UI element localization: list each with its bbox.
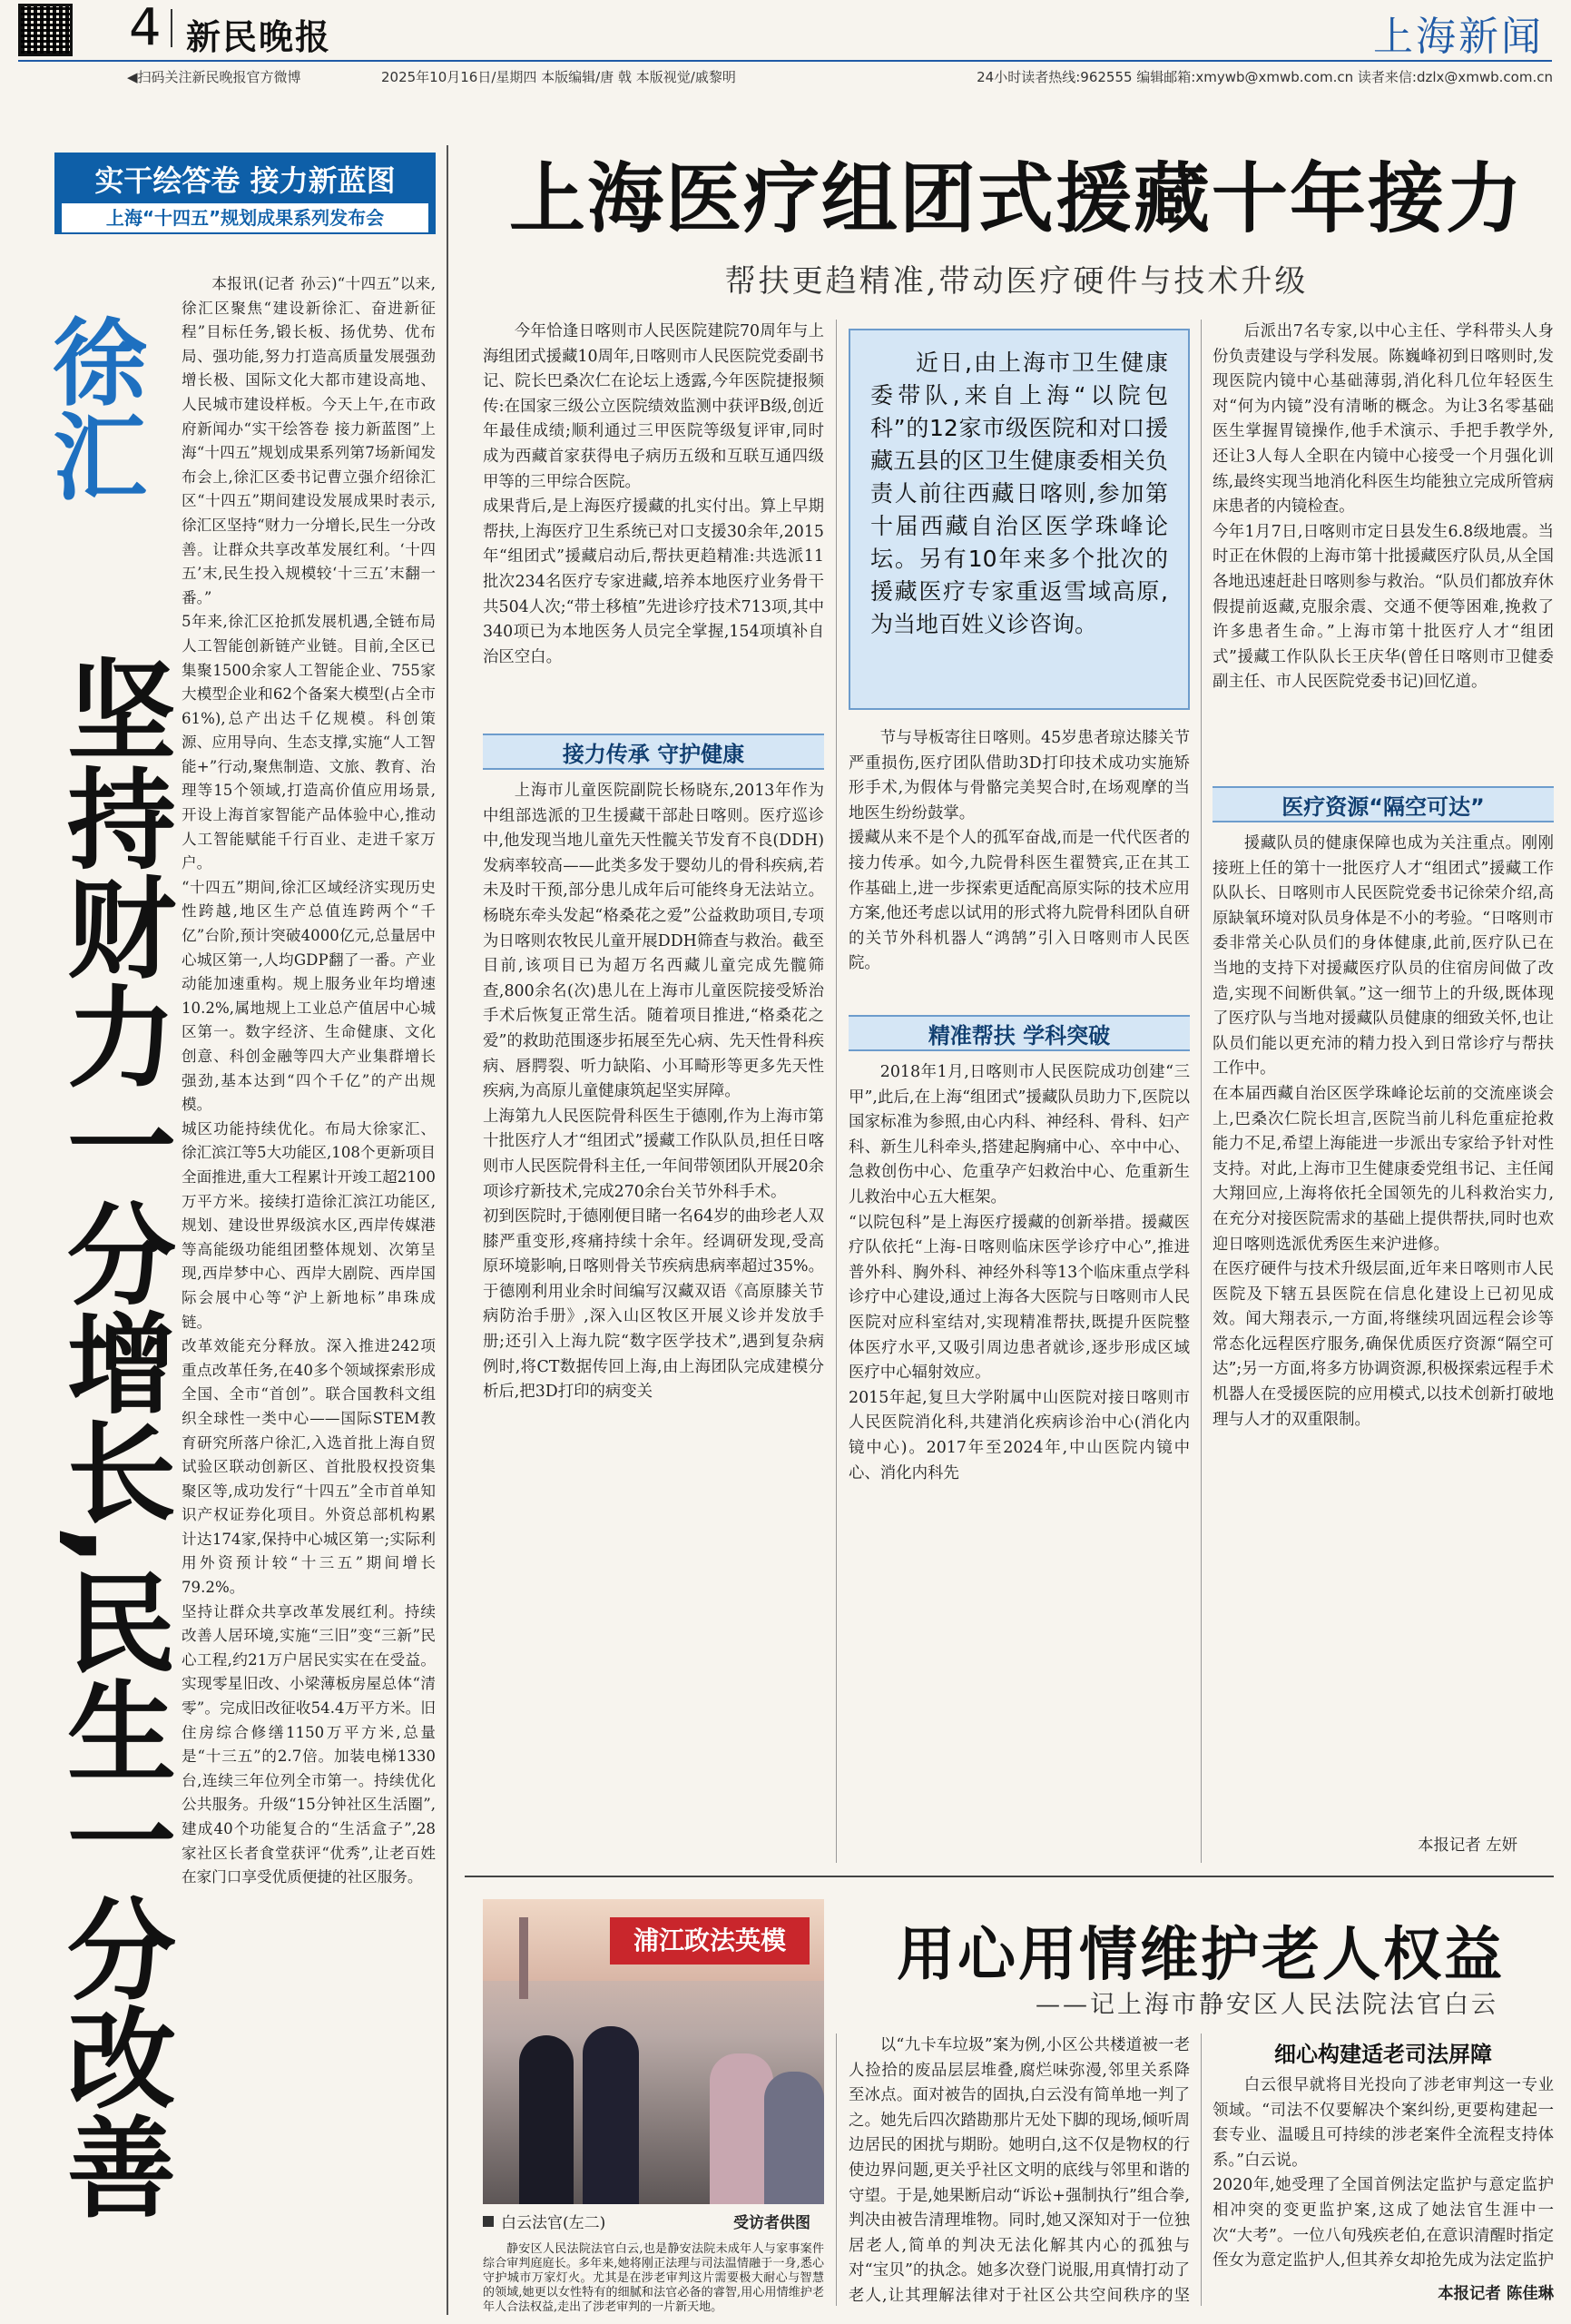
tibet-section-heading-3: 医疗资源“隔空可达” [1213,786,1554,822]
photo-caption-marker [483,2216,494,2227]
judge-col-divider-2 [1201,2034,1202,2306]
judge-photo-credit: 受访者供图 [733,2214,810,2232]
judge-headline: 用心用情维护老人权益 [897,1922,1505,1989]
tibet-col1-top: 今年恰逢日喀则市人民医院建院70周年与上海组团式援藏10周年,日喀则市人民医院党委副书记、院长巴桑次仁在论坛上透露,今年医院捷报频传:在国家三级公立医院绩效监测中获评B级,创近年最佳成绩;顺利通过三甲医院等级复评审,同时成为西藏首家获得电子病历五级和互联互通四级甲等的三甲综合医院。 成果背后,是上海医疗援藏的扎实付出。算上早期帮扶,上海医疗卫生系统已对口支援30余年,2015年“组团式”援藏启动后,帮扶更趋精准:共选派11批次234名医疗专家进藏,培养本地医疗业务骨干共504人次;“带土移植”先进诊疗技术713项,其中340项已为本地医务人员完全掌握,154项填补自治区空白。 [483,322,824,666]
tibet-col-divider-1 [836,320,837,1863]
judge-intro-visible: 静安区人民法院法官白云,也是静安法院未成年人与家事案件综合审判庭庭长。多年来,她将刚正法理与司法温情融于一身,悉心守护城市万家灯火。尤其是在涉老审判这片需要极大耐心与智慧的领域,她更以女性特有的细腻和法官必备的睿智,用心用情维护老年人合法权益,走出了涉老审判的一片新天地。 [483,2242,824,2314]
tibet-lead-box [849,329,1190,710]
tibet-section-heading-2: 精准帮扶 学科突破 [849,1015,1190,1051]
section-name: 上海新闻 [1373,14,1544,60]
judge-photo-tower [519,1917,528,1999]
masthead-rule [18,60,1552,62]
date-line: 2025年10月16日/星期四 本版编辑/唐 戟 本版视觉/戚黎明 [381,69,736,85]
qr-caption: ◀扫码关注新民晚报官方微博 [127,69,301,85]
judge-column-tag: 浦江政法英模 [610,1917,810,1965]
sidebar-body: 本报讯(记者 孙云)“十四五”以来,徐汇区聚焦“建设新徐汇、奋进新征程”目标任务,锻长板、扬优势、优布局、强功能,努力打造高质量发展强劲增长极、国际文化大都市建设高地、人民城市建设样板。今天上午,在市政府新闻办“实干绘答卷 接力新蓝图”上海“十四五”规划成果系列第7场新闻发布会上,徐汇区委书记曹立强介绍徐汇区“十四五”期间建设发展成果时表示,徐汇区坚持“财力一分增长,民生一分改善。让群众共享改革发展红利。‘十四五’末,民生投入规模较‘十三五’末翻一番。” 5年来,徐汇区抢抓发展机遇,全链布局人工智能创新链产业链。目前,全区已集聚1500余家人工智能企业、755家大模型企业和62个备案大模型(占全市61%),总产出达千亿规模。科创策源、应用导向、生态支撑,实施“人工智能+”行动,聚焦制造、文旅、教育、治理等15个领域,打造高价值应用场景,开设上海首家智能产品体验中心,推动人工智能赋能千行百业、走进千家万户。 “十四五”期间,徐汇区域经济实现历史性跨越,地区生产总值连跨两个“千亿”台阶,预计突破4000亿元,总量居中心城区第一,人均GDP翻了一番。产业动能加速重构。规上服务业年均增速10.2%,属地规上工业总产值居中心城区第一。数字经济、生命健康、文化创意、科创金融等四大产业集群增长强劲,基本达到“四个千亿”的产出规模。 城区功能持续优化。布局大徐家汇、徐汇滨江等5大功能区,108个更新项目全面推进,重大工程累计开竣工超2100万平方米。接续打造徐汇滨江功能区,规划、建设世界级滨水区,西岸传媒港等高能级功能组团整体规划、次第呈现,西岸梦中心、西岸大剧院、西岸国际会展中心等“沪上新地标”串珠成链。 改革效能充分释放。深入推进242项重点改革任务,在40多个领域探索形成全国、全市“首创”。联合国教科文组织全球性一类中心——国际STEM教育研究所落户徐汇,入选首批上海自贸试验区联动创新区、首批股权投资集聚区等,成功发行“十四五”全市首单知识产权证券化项目。外资总部机构累计达174家,保持中心城区第一;实际利用外资预计较“十三五”期间增长79.2%。 坚持让群众共享改革发展红利。持续改善人居环境,实施“三旧”变“三新”民心工程,约21万户居民实实在在受益。实现零星旧改、小梁薄板房屋总体“清零”。完成旧改征收54.4万平方米。旧住房综合修缮1150万平方米,总量是“十三五”的2.7倍。加装电梯1330台,连续三年位列全市第一。持续优化公共服务。升级“15分钟社区生活圈”,建成40个功能复合的“生活盒子”,28家社区长者食堂获评“优秀”,让老百姓在家门口享受优质便捷的社区服务。 [182,275,436,1886]
judge-lower-left [483,2242,824,2315]
judge-col-divider-1 [836,2034,837,2306]
hotline: 24小时读者热线:962555 编辑邮箱:xmywb@xmwb.com.cn 读者来信:dzlx@xmwb.com.cn [977,69,1553,85]
tibet-col3-top: 后派出7名专家,以中心主任、学科带头人身份负责建设与学科发展。陈巍峰初到日喀则时,发现医院内镜中心基础薄弱,消化科几位年轻医生对“何为内镜”没有清晰的概念。为让3名零基础医生掌握胃镜操作,他手术演示、手把手教学外,还让3人每人全职在内镜中心接受一个月强化训练,最终实现当地消化科医生均能独立完成所管病床患者的内镜检查。 今年1月7日,日喀则市定日县发生6.8级地震。当时正在休假的上海市第十批援藏医疗队员,从全国各地迅速赶赴日喀则参与救治。“队员们都放弃休假提前返藏,克服余震、交通不便等困难,挽救了许多患者生命。”上海市第十批医疗人才“组团式”援藏工作队队长王庆华(曾任日喀则市卫健委副主任、市人民医院党委书记)回忆道。 [1213,322,1554,692]
judge-photo-caption: 白云法官(左二) [501,2214,606,2232]
tibet-headline: 上海医疗组团式援藏十年接力 [508,154,1524,243]
tibet-col2-top: 节与导板寄往日喀则。45岁患者琼达膝关节严重损伤,医疗团队借助3D打印技术成功实施矫形手术,为假体与骨骼完美契合时,在场观摩的当地医生纷纷鼓掌。 援藏从来不是个人的孤军奋战,而是一代代医者的接力传承。如今,九院骨科医生翟赞宾,正在其工作基础上,进一步探索更适配高原实际的技术应用方案,他还考虑以试用的形式将九院骨科团队自研的关节外科机器人“鸿鹄”引入日喀则市人民医院。 [849,729,1190,973]
judge-section-heading-2: 细心构建适老司法屏障 [1274,2041,1492,2067]
district-name: 徐汇 [36,313,148,502]
page-number: 4 [129,0,162,57]
paper-name: 新民晚报 [186,16,332,57]
section-divider [465,1876,1554,1877]
tibet-section-heading-1: 接力传承 守护健康 [483,734,824,770]
series-title: 实干绘答卷 接力新蓝图 [94,163,396,198]
tibet-col1-bottom: 上海市儿童医院副院长杨晓东,2013年作为中组部选派的卫生援藏干部赴日喀则。医疗巡诊中,他发现当地儿童先天性髋关节发育不良(DDH)发病率较高——此类多发于婴幼儿的骨科疾病,若未及时干预,部分患儿成年后可能终身无法站立。杨晓东牵头发起“格桑花之爱”公益救助项目,专项为日喀则农牧民儿童开展DDH筛查与救治。截至目前,该项目已为超万名西藏儿童完成先髋筛查,800余名(次)患儿在上海市儿童医院接受矫治手术后恢复正常生活。随着项目推进,“格桑花之爱”的救助范围逐步拓展至先心病、先天性骨科疾病、唇腭裂、听力缺陷、小耳畸形等更多先天性疾病,为高原儿童健康筑起坚实屏障。 上海第九人民医院骨科医生于德刚,作为上海市第十批医疗人才“组团式”援藏工作队队员,担任日喀则市人民医院骨科主任,一年间带领团队开展20余项诊疗新技术,完成270余台关节外科手术。 初到医院时,于德刚便目睹一名64岁的曲珍老人双膝严重变形,疼痛持续十余年。经调研发现,受高原环境影响,日喀则骨关节疾病患病率超过35%。于德刚利用业余时间编写汉藏双语《高原膝关节病防治手册》,深入山区牧区开展义诊并发放手册;还引入上海九院“数字医学技术”,遇到复杂病例时,将CT数据传回上海,由上海团队完成建模分析后,把3D打印的病变关 [483,782,824,1402]
tibet-byline: 本报记者 左妍 [1418,1837,1517,1855]
sidebar-divider [447,145,448,2315]
judge-photo-block [483,1899,824,2204]
series-banner [54,153,436,234]
tibet-lead-text: 近日,由上海市卫生健康委带队,来自上海“以院包科”的12家市级医院和对口援藏五县的区卫生健康委相关负责人前往西藏日喀则,参加第十届西藏自治区医学珠峰论坛。另有10年来多个批次的援藏医疗专家重返雪域高原,为当地百姓义诊咨询。 [870,350,1168,637]
tibet-col3-bottom: 援藏队员的健康保障也成为关注重点。刚刚接班上任的第十一批医疗人才“组团式”援藏工作队队长、日喀则市人民医院党委书记徐荣介绍,高原缺氧环境对队员身体是不小的考验。“日喀则市委非常关心队员们的身体健康,此前,医疗队已在当地的支持下对援藏医疗队员的住宿房间做了改造,实现不间断供氧。”这一细节上的升级,既体现了医疗队与当地对援藏队员健康的细致关怀,也让队员们能以更充沛的精力投入到日常诊疗与帮扶工作中。 在本届西藏自治区医学珠峰论坛前的交流座谈会上,巴桑次仁院长坦言,医院当前儿科危重症抢救能力不足,希望上海能进一步派出专家给予针对性支持。对此,上海市卫生健康委党组书记、主任闻大翔回应,上海将依托全国领先的儿科救治实力,在充分对接医院需求的基础上提供帮扶,同时也欢迎日喀则选派优秀医生来沪进修。 在医疗硬件与技术升级层面,近年来日喀则市人民医院及下辖五县医院在信息化建设上已初见成效。闻大翔表示,一方面,将继续巩固远程会诊等常态化远程医疗服务,确保优质医疗资源“隔空可达”;另一方面,将多方协调资源,积极探索远程手术机器人在受援医院的应用模式,以技术创新打破地理与人才的双重限制。 [1213,834,1554,1429]
qr-code [18,4,73,56]
tibet-subheadline: 帮扶更趋精准,带动医疗硬件与技术升级 [724,263,1309,300]
judge-photo-person-2 [583,2026,639,2204]
sidebar-headline: 坚持财力一分增长,民生一分改善 [49,654,175,2221]
masthead [0,0,1571,85]
judge-col3: 白云很早就将目光投向了涉老审判这一专业领域。“司法不仅要解决个案纠纷,更要构建起一套专业、温暖且可持续的涉老案件全流程支持体系。”白云说。 2020年,她受理了全国首例法定监护与意定监护相冲突的变更监护案,这成了她法官生涯中一次“大考”。一位八旬残疾老伯,在意识清醒时指定侄女为意定监护人,但其养女却抢先成为法定监护 [1213,2076,1554,2270]
judge-photo-person-1 [519,2035,574,2204]
judge-photo-person-4 [764,2072,824,2204]
series-subtitle: 上海“十四五”规划成果系列发布会 [62,203,428,232]
judge-subheadline: ——记上海市静安区人民法院法官白云 [1036,1991,1498,2019]
tibet-col2-bottom: 2018年1月,日喀则市人民医院成功创建“三甲”,此后,在上海“组团式”援藏队员助力下,医院以国家标准为参照,由心内科、神经科、骨科、妇产科、新生儿科牵头,搭建起胸痛中心、卒中中心、急救创伤中心、危重孕产妇救治中心、危重新生儿救治中心五大框架。 “以院包科”是上海医疗援藏的创新举措。援藏医疗队依托“上海-日喀则临床医学诊疗中心”,推进普外科、胸外科、神经外科等13个临床重点学科诊疗中心建设,通过上海各大医院与日喀则市人民医院对应科室结对,实现精准帮扶,既提升医院整体医疗水平,又吸引周边患者就诊,逐步形成区域医疗中心辐射效应。 2015年起,复旦大学附属中山医院对接日喀则市人民医院消化科,共建消化疾病诊治中心(消化内镜中心)。2017年至2024年,中山医院内镜中心、消化内科先 [849,1063,1190,1482]
judge-col2: 以“九卡车垃圾”案为例,小区公共楼道被一老人捡拾的废品层层堆叠,腐烂味弥漫,邻里关系降至冰点。面对被告的固执,白云没有简单地一判了之。她先后四次踏勘那片无处下脚的现场,倾听周边居民的困扰与期盼。她明白,这不仅是物权的行使边界问题,更关乎社区文明的底线与邻里和谐的守望。于是,她果断启动“诉讼+强制执行”组合拳,判决由被告清理堆物。同时,她又深知对于一位独居老人,简单的判决无法化解其内心的孤独与对“宝贝”的执念。她多次登门说服,用真情打动了老人,让其理解法律对于社区公共空间秩序的坚 [849,2036,1190,2305]
masthead-divider [171,9,172,47]
tibet-col-divider-2 [1201,320,1202,1863]
judge-byline: 本报记者 陈佳琳 [1438,2285,1554,2303]
